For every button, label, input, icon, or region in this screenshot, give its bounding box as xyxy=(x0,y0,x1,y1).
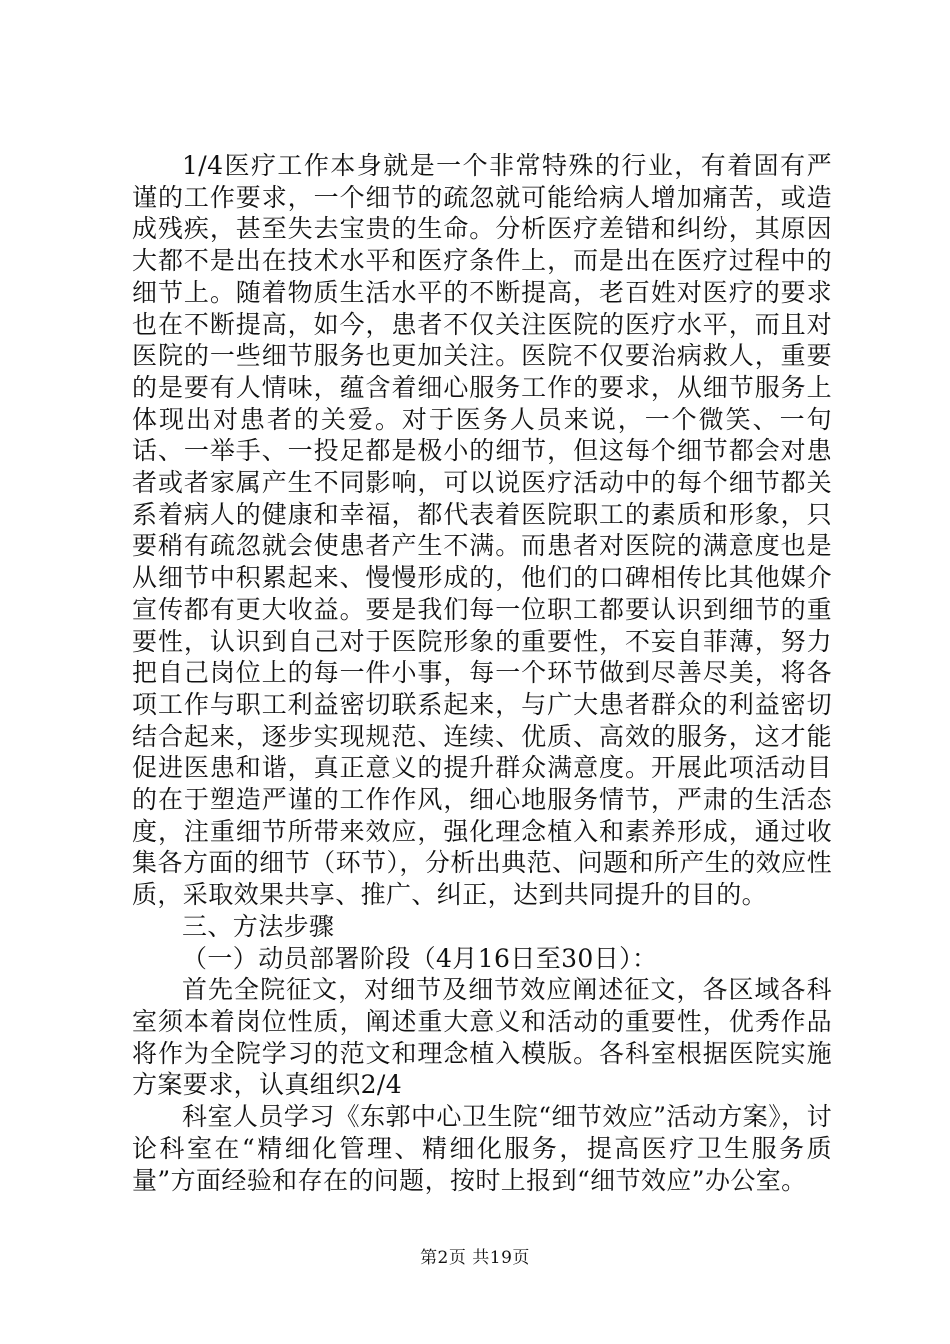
body-paragraph-study: 科室人员学习《东郭中心卫生院“细节效应”活动方案》，讨论科室在“精细化管理、精细化服务，提高医疗卫生服务质量”方面经验和存在的问题，按时上报到“细节效应”办公室。 xyxy=(132,1102,832,1195)
document-body xyxy=(132,150,832,1196)
subsection-heading-mobilization: （一）动员部署阶段（4月16日至30日）： xyxy=(182,943,658,973)
body-paragraph-essay: 首先全院征文，对细节及细节效应阐述征文，各区域各科室须本着岗位性质，阐述重大意义和活动的重要性，优秀作品将作为全院学习的范文和理念植入模版。各科室根据医院实施方案要求，认真组织2/4 xyxy=(132,975,832,1100)
section-heading-method-steps: 三、方法步骤 xyxy=(182,911,335,941)
body-paragraph-intro: 1/4医疗工作本身就是一个非常特殊的行业，有着固有严谨的工作要求，一个细节的疏忽就可能给病人增加痛苦，或造成残疾，甚至失去宝贵的生命。分析医疗差错和纠纷，其原因大都不是出在技术水平和医疗条件上，而是出在医疗过程中的细节上。随着物质生活水平的不断提高，老百姓对医疗的要求也在不断提高，如今，患者不仅关注医院的医疗水平，而且对医院的一些细节服务也更加关注。医院不仅要治病救人，重要的是要有人情味，蕴含着细心服务工作的要求，从细节服务上体现出对患者的关爱。对于医务人员来说，一个微笑、一句话、一举手、一投足都是极小的细节，但这每个细节都会对患者或者家属产生不同影响，可以说医疗活动中的每个细节都关系着病人的健康和幸福，都代表着医院职工的素质和形象，只要稍有疏忽就会使患者产生不满。而患者对医院的满意度也是从细节中积累起来、慢慢形成的，他们的口碑相传比其他媒介宣传都有更大收益。要是我们每一位职工都要认识到细节的重要性，认识到自己对于医院形象的重要性，不妄自菲薄，努力把自己岗位上的每一件小事，每一个环节做到尽善尽美，将各项工作与职工利益密切联系起来，与广大患者群众的利益密切结合起来，逐步实现规范、连续、优质、高效的服务，这才能促进医患和谐，真正意义的提升群众满意度。开展此项活动目的在于塑造严谨的工作作风，细心地服务情节，严肃的生活态度，注重细节所带来效应，强化理念植入和素养形成，通过收集各方面的细节（环节），分析出典范、问题和所产生的效应性质，采取效果共享、推广、纠正，达到共同提升的目的。 xyxy=(132,151,832,910)
page-footer: 第2页 共19页 xyxy=(420,1248,530,1268)
